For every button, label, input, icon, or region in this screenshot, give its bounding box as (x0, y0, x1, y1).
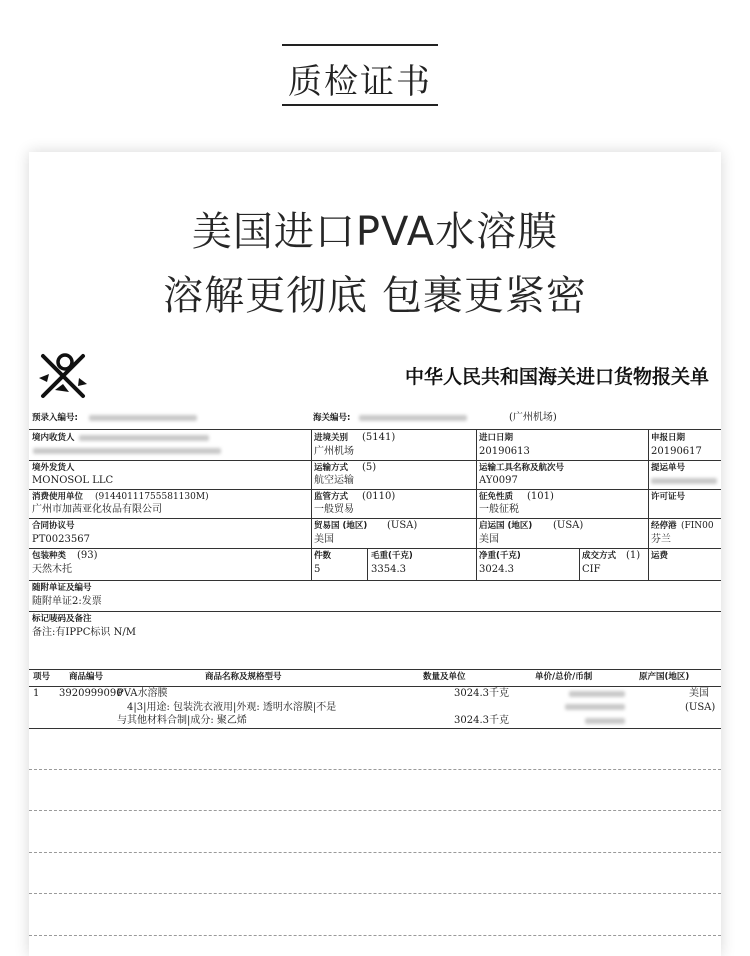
deal-mode-code: (1) (626, 550, 641, 561)
declare-date-label: 申报日期 (651, 433, 686, 443)
pieces-label: 件数 (314, 551, 332, 561)
banner-line-2: 溶解更彻底 包裹更紧密 (163, 273, 587, 319)
goods-row-code: 3920999090 (59, 688, 123, 699)
grid-line (29, 489, 721, 490)
banner-line-1: 美国进口PVA水溶膜 (191, 209, 559, 255)
transport-mode-code: (5) (362, 462, 377, 473)
certificate-card (29, 152, 721, 956)
customs-location: (广州机场) (509, 412, 557, 423)
grid-line (367, 548, 368, 580)
gross-weight-label: 毛重(千克) (371, 551, 413, 561)
marks-label: 标记唛码及备注 (32, 614, 92, 624)
package-label: 包装种类 (32, 551, 67, 561)
customs-no-label: 海关编号: (313, 413, 351, 423)
consumer-code: (91440111755581130M) (95, 492, 209, 502)
domestic-consignee-label: 境内收货人 (32, 433, 75, 443)
contract-label: 合同协议号 (32, 521, 75, 531)
transport-mode-value: 航空运输 (314, 475, 354, 486)
goods-row-price-redacted (585, 718, 625, 724)
goods-header-code: 商品编号 (69, 672, 104, 682)
trade-country-value: 美国 (314, 534, 334, 545)
origin-country-value: 美国 (479, 534, 499, 545)
grid-line (29, 548, 721, 549)
net-weight-value: 3024.3 (479, 564, 514, 575)
entry-port-value: 广州机场 (314, 446, 354, 457)
bill-no-label: 提运单号 (651, 463, 686, 473)
grid-line (579, 548, 580, 580)
net-weight-label: 净重(千克) (479, 551, 521, 561)
license-label: 许可证号 (651, 492, 686, 502)
blank-row-line (29, 935, 721, 936)
grid-line (29, 580, 721, 581)
gross-weight-value: 3354.3 (371, 564, 406, 575)
package-value: 天然木托 (32, 564, 72, 575)
goods-row-price-redacted (565, 704, 625, 710)
goods-header-price: 单价/总价/币制 (535, 672, 593, 682)
supervision-code: (0110) (362, 491, 396, 502)
deal-mode-label: 成交方式 (582, 551, 617, 561)
goods-row-name: PVA水溶膜 (117, 688, 168, 699)
customs-no-redacted (359, 415, 467, 421)
grid-line (29, 686, 721, 687)
page-title: 质检证书 (288, 62, 432, 102)
goods-row-origin-code: (USA) (685, 702, 716, 713)
grid-line (29, 518, 721, 519)
grid-line (648, 429, 649, 580)
origin-country-label: 启运国 (地区) (479, 521, 533, 531)
transit-port-value: 芬兰 (651, 534, 671, 545)
tax-label: 征免性质 (479, 492, 514, 502)
freight-label: 运费 (651, 551, 669, 561)
goods-row-qty-1: 3024.3千克 (454, 688, 509, 699)
tax-code: (101) (527, 491, 554, 502)
tax-value: 一般征税 (479, 504, 519, 515)
entry-port-code: (5141) (362, 432, 396, 443)
consumer-value: 广州市加茜亚化妆品有限公司 (32, 504, 162, 515)
transport-mode-label: 运输方式 (314, 463, 349, 473)
goods-header-origin: 原产国(地区) (639, 672, 690, 682)
grid-line (476, 429, 477, 580)
overseas-consignor-label: 境外发货人 (32, 463, 75, 473)
trade-country-label: 贸易国 (地区) (314, 521, 368, 531)
origin-country-code: (USA) (553, 520, 584, 531)
transport-tool-value: AY0097 (479, 475, 518, 486)
docs-value: 随附单证2:发票 (32, 596, 102, 607)
grid-line (29, 460, 721, 461)
grid-line (311, 429, 312, 580)
domestic-consignee-redacted (79, 435, 209, 441)
goods-row-spec-1: 4|3|用途: 包装洗衣液用|外观: 透明水溶膜|不是 (127, 702, 337, 713)
goods-row-index: 1 (33, 688, 40, 699)
blank-row-line (29, 893, 721, 894)
goods-row-price-redacted (569, 691, 625, 697)
consumer-label: 消费使用单位 (32, 492, 84, 502)
goods-row-qty-2: 3024.3千克 (454, 715, 509, 726)
contract-value: PT0023567 (32, 534, 90, 545)
grid-line (29, 429, 721, 430)
import-date-label: 进口日期 (479, 433, 514, 443)
docs-label: 随附单证及编号 (32, 583, 92, 593)
header-rule-top (282, 44, 438, 46)
transit-port-label: 经停港 (651, 521, 677, 531)
grid-line (29, 728, 721, 729)
blank-row-line (29, 852, 721, 853)
deal-mode-value: CIF (582, 564, 601, 575)
goods-row-origin: 美国 (689, 688, 709, 699)
package-code: (93) (77, 550, 98, 561)
customs-emblem-icon (35, 348, 91, 404)
goods-header-index: 项号 (33, 672, 51, 682)
grid-line (29, 611, 721, 612)
pre-entry-label: 预录入编号: (32, 413, 78, 423)
transit-port-code: (FIN00 (681, 521, 714, 531)
header-rule-bottom (282, 104, 438, 106)
trade-country-code: (USA) (387, 520, 418, 531)
grid-line (29, 669, 721, 670)
blank-row-line (29, 769, 721, 770)
import-date-value: 20190613 (479, 446, 530, 457)
bill-no-redacted (651, 478, 717, 484)
pre-entry-redacted (89, 415, 197, 421)
goods-header-qty: 数量及单位 (423, 672, 466, 682)
supervision-label: 监管方式 (314, 492, 349, 502)
domestic-consignee-redacted-2 (33, 448, 221, 454)
declare-date-value: 20190617 (651, 446, 702, 457)
marks-value: 备注:有IPPC标识 N/M (32, 627, 136, 638)
blank-row-line (29, 810, 721, 811)
goods-row-spec-2: 与其他材料合制|成分: 聚乙烯 (117, 715, 247, 726)
entry-port-label: 进境关别 (314, 433, 349, 443)
overseas-consignor-value: MONOSOL LLC (32, 475, 114, 486)
goods-header-name: 商品名称及规格型号 (205, 672, 282, 682)
pieces-value: 5 (314, 564, 321, 575)
transport-tool-label: 运输工具名称及航次号 (479, 463, 565, 473)
supervision-value: 一般贸易 (314, 504, 354, 515)
declaration-title: 中华人民共和国海关进口货物报关单 (404, 366, 709, 388)
